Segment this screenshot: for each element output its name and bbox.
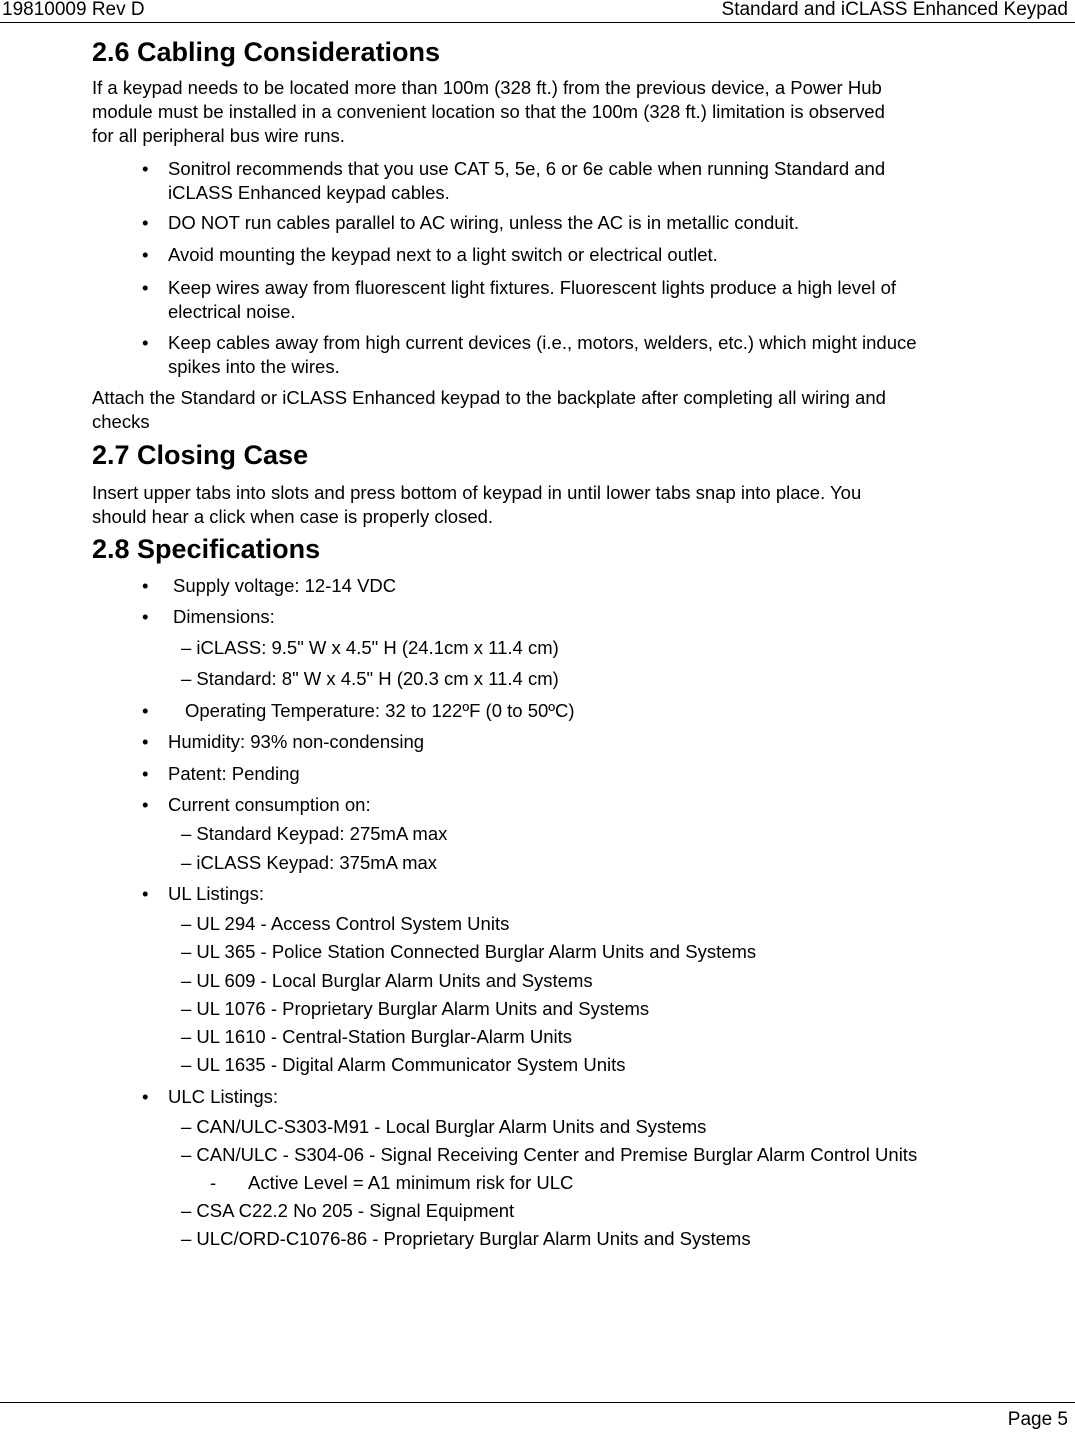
- ulc-listing: – CAN/ULC-S303-M91 - Local Burglar Alarm Units and Systems: [181, 1116, 707, 1137]
- bullet-icon: •: [142, 731, 149, 752]
- document-title: Standard and iCLASS Enhanced Keypad: [721, 0, 1068, 20]
- bullet-icon: •: [142, 575, 149, 596]
- page-header: [0, 0, 1075, 23]
- current-iclass: – iCLASS Keypad: 375mA max: [181, 852, 438, 873]
- bullet-icon: •: [142, 794, 149, 815]
- dimension-standard: – Standard: 8" W x 4.5" H (20.3 cm x 11.4 cm): [181, 668, 559, 689]
- page-number: Page 5: [1007, 1409, 1068, 1430]
- ul-listing: – UL 1635 - Digital Alarm Communicator System Units: [181, 1054, 626, 1075]
- bullet-icon: •: [142, 763, 149, 784]
- section-2-7-text: Insert upper tabs into slots and press bottom of keypad in until lower tabs snap into place. You should hear a click when case is properly closed.: [92, 482, 862, 527]
- ul-listing: – UL 1610 - Central-Station Burglar-Alarm Units: [181, 1026, 573, 1047]
- section-2-6-intro: If a keypad needs to be located more than 100m (328 ft.) from the previous device, a Power Hub module must be installed in a convenient location so that the 100m (328 ft.) limitation is observed for all peripheral bus wire runs.: [92, 77, 885, 146]
- document-id: 19810009 Rev D: [2, 0, 145, 20]
- current-standard: – Standard Keypad: 275mA max: [181, 823, 448, 844]
- dimension-iclass: – iCLASS: 9.5" W x 4.5" H (24.1cm x 11.4 cm): [181, 637, 559, 658]
- bullet-icon: •: [142, 883, 149, 904]
- bullet-icon: •: [142, 212, 149, 233]
- ulc-sub-dash: -: [210, 1172, 217, 1193]
- section-2-6-heading: 2.6 Cabling Considerations: [92, 37, 441, 67]
- bullet-icon: •: [142, 332, 149, 353]
- section-2-7-heading: 2.7 Closing Case: [92, 440, 309, 470]
- ul-listing: – UL 294 - Access Control System Units: [181, 913, 510, 934]
- bullet-icon: •: [142, 244, 149, 265]
- section-2-6-outro: Attach the Standard or iCLASS Enhanced keypad to the backplate after completing all wiring and checks: [92, 387, 886, 432]
- ul-listing: – UL 365 - Police Station Connected Burglar Alarm Units and Systems: [181, 941, 757, 962]
- ulc-listing: – CAN/ULC - S304-06 - Signal Receiving Center and Premise Burglar Alarm Control Units: [181, 1144, 918, 1165]
- bullet-icon: •: [142, 1086, 149, 1107]
- ul-listing: – UL 609 - Local Burglar Alarm Units and Systems: [181, 970, 593, 991]
- page-footer: [0, 1402, 1075, 1433]
- ulc-listing: – CSA C22.2 No 205 - Signal Equipment: [181, 1200, 515, 1221]
- ulc-listing: – ULC/ORD-C1076-86 - Proprietary Burglar Alarm Units and Systems: [181, 1228, 751, 1249]
- bullet-icon: •: [142, 700, 149, 721]
- bullet-icon: •: [142, 606, 149, 627]
- section-2-8-heading: 2.8 Specifications: [92, 534, 321, 564]
- ul-listing: – UL 1076 - Proprietary Burglar Alarm Units and Systems: [181, 998, 650, 1019]
- bullet-icon: •: [142, 277, 149, 298]
- ulc-sub-item: Active Level = A1 minimum risk for ULC: [248, 1172, 574, 1193]
- bullet-icon: •: [142, 158, 149, 179]
